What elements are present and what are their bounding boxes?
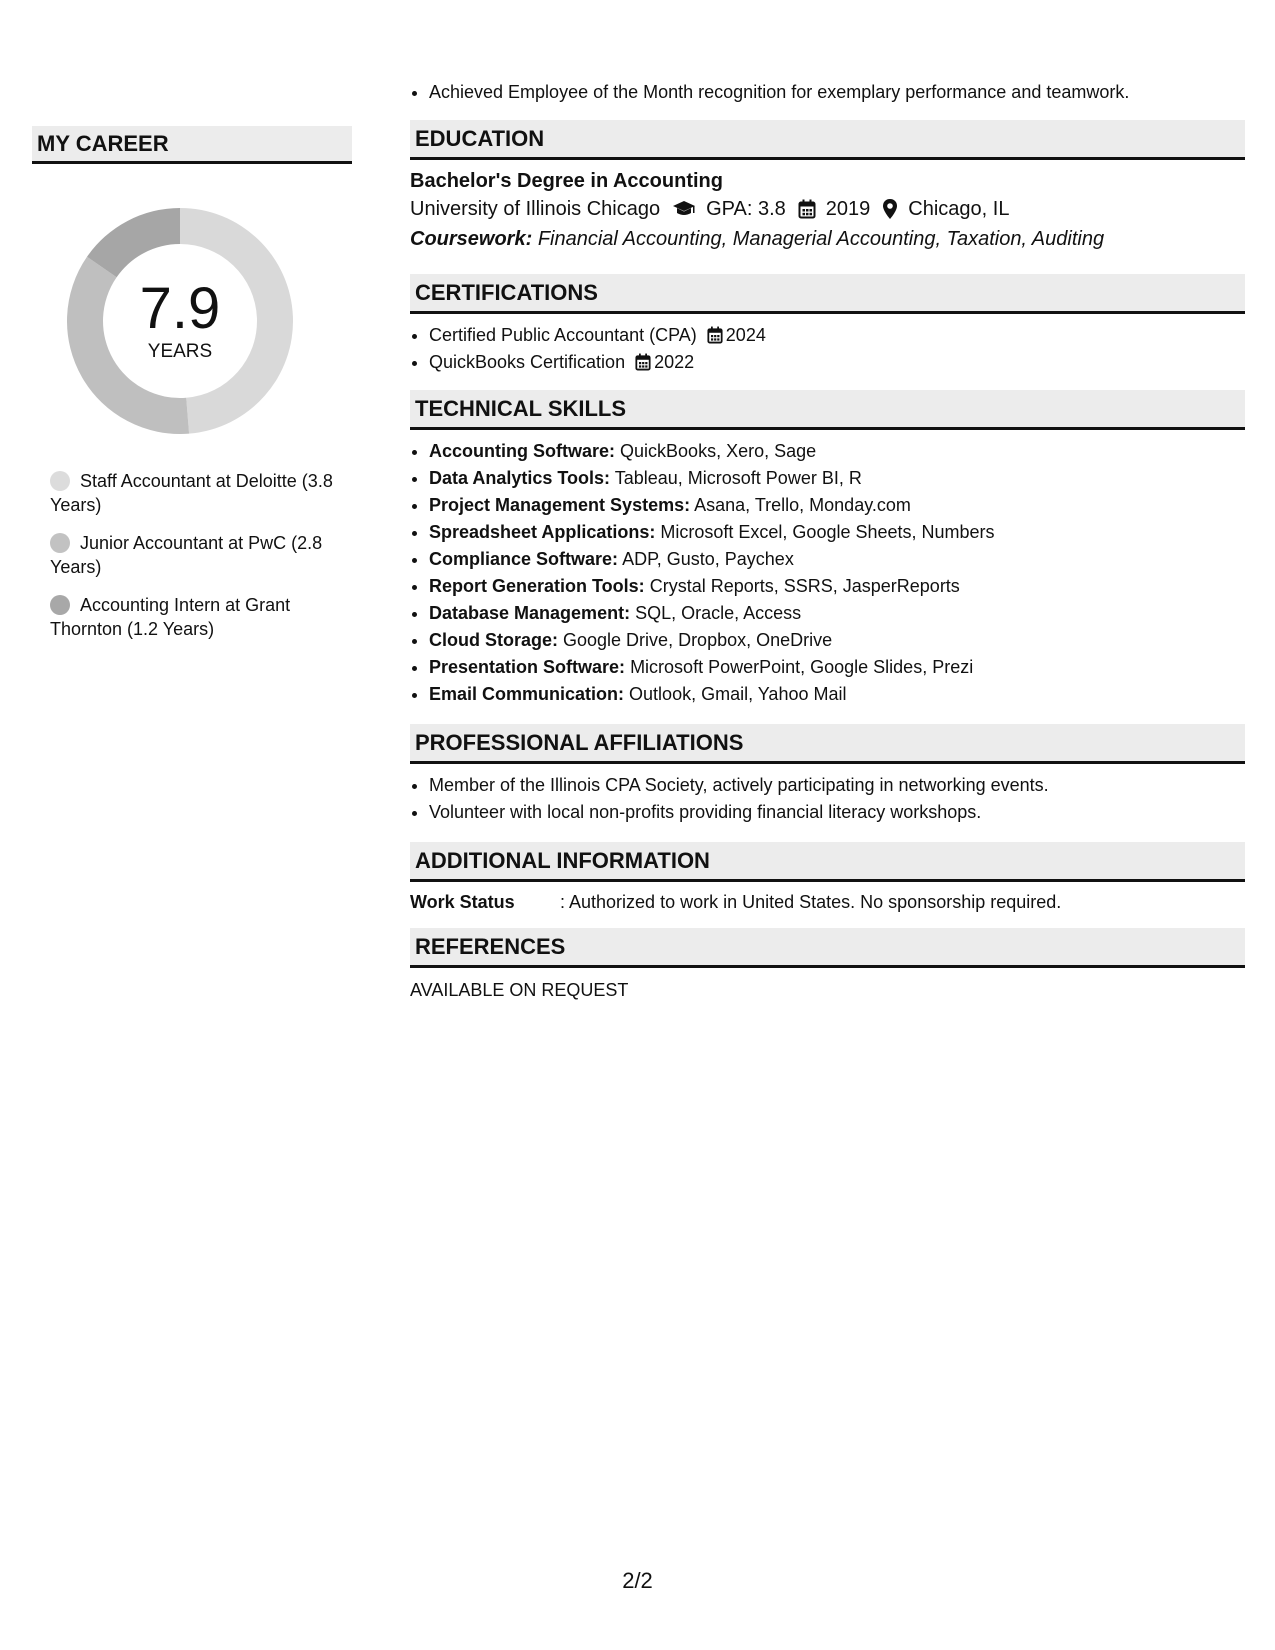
certifications-list [410,322,1245,376]
legend-item [50,469,352,517]
work-status-label: Work Status [410,892,515,912]
certification-name: Certified Public Accountant (CPA) [429,325,697,345]
coursework-line [410,224,1245,254]
certification-item [429,322,1245,349]
career-legend [50,469,352,641]
skill-value: Microsoft PowerPoint, Google Slides, Prezi [630,657,974,677]
donut-center [67,208,293,434]
legend-label: Accounting Intern at Grant Thornton (1.2 Years) [50,595,291,639]
skill-item [429,438,1245,465]
calendar-icon [635,353,651,371]
certifications-heading: CERTIFICATIONS [410,274,1245,314]
work-status-row [410,890,1245,914]
total-years-value: 7.9 [139,276,221,341]
skill-item [429,600,1245,627]
education-meta [410,194,1245,224]
skill-value: Google Drive, Dropbox, OneDrive [563,630,833,650]
skills-section [410,390,1245,708]
skill-label: Presentation Software: [429,657,626,677]
education-section [410,120,1245,254]
skill-label: Database Management: [429,603,631,623]
experience-tail-list [410,78,1245,106]
affiliation-item: • Volunteer with local non-profits providing financial literacy workshops. [429,799,1245,826]
skill-item [429,519,1245,546]
skill-value: Outlook, Gmail, Yahoo Mail [629,684,847,704]
references-section [410,928,1245,1002]
work-status-value: : Authorized to work in United States. No sponsorship required. [560,892,1062,912]
references-heading: REFERENCES [410,928,1245,968]
additional-heading: ADDITIONAL INFORMATION [410,842,1245,882]
experience-bullet: • Achieved Employee of the Month recognition for exemplary performance and teamwork. [429,78,1245,106]
skill-label: Report Generation Tools: [429,576,645,596]
skill-label: Compliance Software: [429,549,619,569]
skill-value: Asana, Trello, Monday.com [694,495,911,515]
skill-value: Crystal Reports, SSRS, JasperReports [649,576,960,596]
calendar-icon [707,326,723,344]
affiliation-item: • Member of the Illinois CPA Society, actively participating in networking events. [429,772,1245,799]
skill-item [429,654,1245,681]
skill-label: Email Communication: [429,684,625,704]
affiliations-section [410,724,1245,826]
certification-name: QuickBooks Certification [429,352,626,372]
school-name: University of Illinois Chicago [410,198,661,220]
graduation-year: 2019 [825,198,871,220]
skill-item [429,465,1245,492]
skill-value: Microsoft Excel, Google Sheets, Numbers [660,522,995,542]
skill-value: Tableau, Microsoft Power BI, R [614,468,862,488]
certification-year: 2024 [725,325,766,345]
certification-year: 2022 [654,352,695,372]
certification-item [429,349,1245,376]
skill-item [429,546,1245,573]
skill-label: Data Analytics Tools: [429,468,611,488]
skill-label: Project Management Systems: [429,495,691,515]
school-location: Chicago, IL [908,198,1010,220]
education-heading: EDUCATION [410,120,1245,160]
calendar-icon [798,199,816,219]
certifications-section [410,274,1245,376]
career-sidebar [32,126,352,655]
legend-dot-icon [50,533,70,553]
affiliations-list [410,772,1245,826]
skill-item [429,627,1245,654]
skill-item [429,492,1245,519]
skill-value: QuickBooks, Xero, Sage [620,441,817,461]
graduation-cap-icon [672,200,696,218]
skill-value: ADP, Gusto, Paychex [622,549,794,569]
main-content [410,78,1245,1002]
career-donut-chart [67,208,293,434]
skill-item [429,681,1245,708]
additional-section [410,842,1245,914]
skill-value: SQL, Oracle, Access [635,603,802,623]
total-years-unit: YEARS [147,341,213,362]
career-heading: MY CAREER [32,126,352,164]
legend-item [50,531,352,579]
legend-label: Staff Accountant at Deloitte (3.8 Years) [50,471,333,515]
skill-label: Accounting Software: [429,441,616,461]
location-pin-icon [882,198,898,220]
legend-dot-icon [50,595,70,615]
skill-label: Cloud Storage: [429,630,558,650]
skill-item [429,573,1245,600]
coursework-list: Financial Accounting, Managerial Accounting, Taxation, Auditing [537,228,1105,250]
legend-label: Junior Accountant at PwC (2.8 Years) [50,533,323,577]
skills-heading: TECHNICAL SKILLS [410,390,1245,430]
affiliations-heading: PROFESSIONAL AFFILIATIONS [410,724,1245,764]
legend-dot-icon [50,471,70,491]
gpa-value: GPA: 3.8 [706,198,786,220]
coursework-label: Coursework: [410,228,533,250]
legend-item [50,593,352,641]
page-number: 2/2 [622,1568,653,1593]
references-text: AVAILABLE ON REQUEST [410,980,629,1000]
skill-label: Spreadsheet Applications: [429,522,656,542]
skills-list [410,438,1245,708]
degree-title: Bachelor's Degree in Accounting [410,170,723,192]
